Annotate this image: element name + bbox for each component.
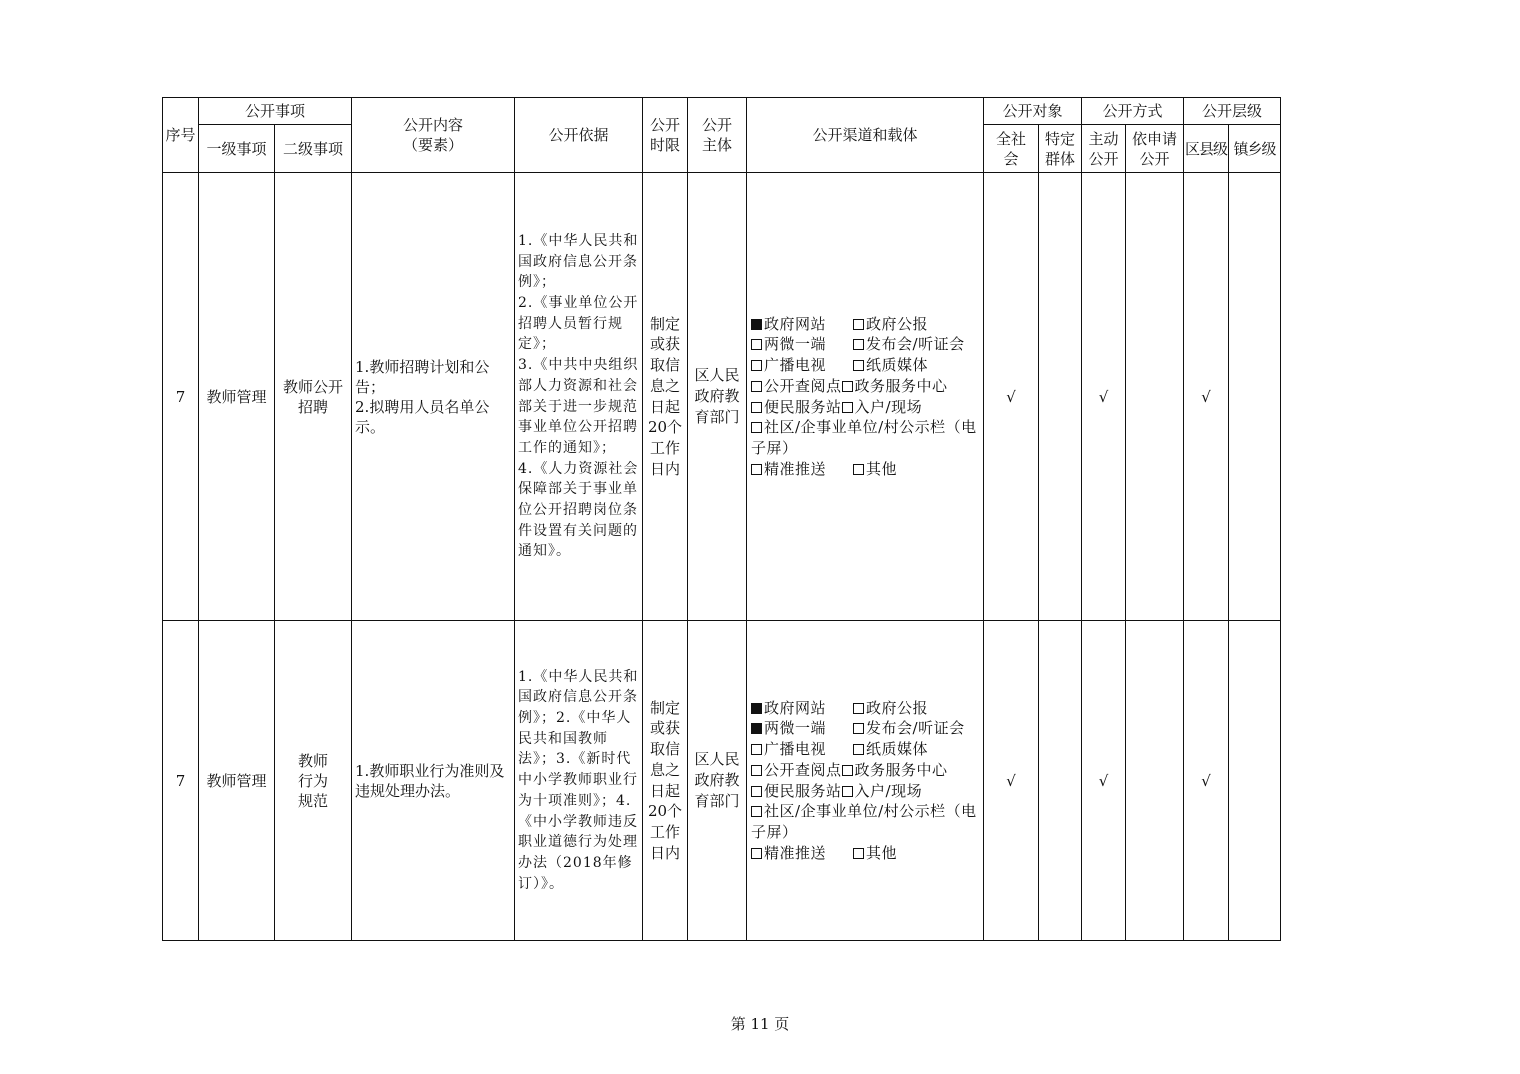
checkbox — [751, 848, 762, 859]
channel-item: 发布会/听证会 — [853, 719, 965, 737]
checkbox — [853, 703, 864, 714]
checkbox — [751, 703, 762, 714]
channel-line — [751, 355, 983, 376]
checkbox — [853, 723, 864, 734]
header-target-all: 全社 会 — [984, 125, 1039, 173]
channel-item: 精准推送 — [751, 843, 853, 864]
channel-line — [751, 417, 977, 458]
row-mode-request — [1126, 621, 1184, 941]
channel-line — [751, 314, 983, 335]
row-level-county: √ — [1184, 621, 1229, 941]
header-level-town: 镇乡级 — [1229, 125, 1281, 173]
channel-line — [751, 760, 983, 781]
checkbox — [842, 786, 853, 797]
channel-item: 两微一端 — [751, 334, 853, 355]
channel-item: 便民服务站 — [751, 782, 842, 800]
channel-line — [751, 739, 983, 760]
checkbox — [853, 744, 864, 755]
row-mode-request — [1126, 173, 1184, 621]
header-matter-group: 公开事项 — [199, 98, 352, 125]
header-target-group: 公开对象 — [984, 98, 1082, 125]
checkbox — [751, 360, 762, 371]
channel-line — [751, 334, 983, 355]
channel-item: 政务服务中心 — [842, 761, 948, 779]
checkbox — [751, 744, 762, 755]
header-level-group: 公开层级 — [1184, 98, 1281, 125]
checkbox — [751, 806, 762, 817]
row-level-town — [1229, 173, 1281, 621]
channel-item: 便民服务站 — [751, 398, 842, 416]
channel-line — [751, 781, 983, 802]
channel-item: 政务服务中心 — [842, 377, 948, 395]
checkbox — [751, 402, 762, 413]
channel-item: 政府网站 — [751, 314, 853, 335]
row-level-town — [1229, 621, 1281, 941]
header-row-1 — [163, 98, 1281, 125]
channel-line — [751, 459, 983, 480]
channel-item: 政府公报 — [853, 699, 928, 717]
channel-item: 发布会/听证会 — [853, 335, 965, 353]
checkbox — [853, 360, 864, 371]
row-target-all: √ — [984, 621, 1039, 941]
row-level1: 教师管理 — [199, 621, 275, 941]
row-target-specific — [1039, 173, 1082, 621]
checkbox — [751, 786, 762, 797]
checkbox — [853, 339, 864, 350]
channel-item: 两微一端 — [751, 718, 853, 739]
checkbox — [751, 765, 762, 776]
row-content: 1.教师职业行为准则及违规处理办法。 — [352, 621, 515, 941]
checkbox — [751, 339, 762, 350]
page-number: 第 11 页 — [730, 1015, 790, 1033]
channel-item: 精准推送 — [751, 459, 853, 480]
channel-item: 入户/现场 — [842, 782, 923, 800]
channel-item: 纸质媒体 — [853, 356, 928, 374]
channel-line — [751, 843, 983, 864]
header-seq: 序号 — [163, 98, 199, 173]
channel-line — [751, 397, 983, 418]
checkbox — [842, 765, 853, 776]
row-target-specific — [1039, 621, 1082, 941]
header-time-limit: 公开 时限 — [643, 98, 688, 173]
channel-item: 政府公报 — [853, 315, 928, 333]
row-channels — [747, 621, 984, 941]
row-level-county: √ — [1184, 173, 1229, 621]
header-mode-active: 主动 公开 — [1082, 125, 1126, 173]
header-level-county: 区县级 — [1184, 125, 1229, 173]
checkbox — [853, 848, 864, 859]
table-row — [163, 173, 1281, 621]
row-target-all: √ — [984, 173, 1039, 621]
row-level1: 教师管理 — [199, 173, 275, 621]
header-mode-group: 公开方式 — [1082, 98, 1184, 125]
channel-item: 广播电视 — [751, 739, 853, 760]
row-mode-active: √ — [1082, 173, 1126, 621]
channel-item: 广播电视 — [751, 355, 853, 376]
channel-item: 入户/现场 — [842, 398, 923, 416]
row-content: 1.教师招聘计划和公告； 2.拟聘用人员名单公示。 — [352, 173, 515, 621]
channel-item: 社区/企事业单位/村公示栏（电子屏） — [751, 418, 977, 457]
header-content: 公开内容 （要素） — [352, 98, 515, 173]
row-mode-active: √ — [1082, 621, 1126, 941]
row-time-limit: 制定 或获 取信 息之 日起 20个 工作 日内 — [643, 173, 688, 621]
channel-item: 公开查阅点 — [751, 377, 842, 395]
checkbox — [842, 402, 853, 413]
checkbox — [751, 381, 762, 392]
channel-line — [751, 801, 977, 842]
header-mode-request: 依申请 公开 — [1126, 125, 1184, 173]
header-target-specific: 特定 群体 — [1039, 125, 1082, 173]
header-basis: 公开依据 — [515, 98, 643, 173]
header-subject: 公开 主体 — [688, 98, 747, 173]
channel-line — [751, 376, 983, 397]
channel-item: 纸质媒体 — [853, 740, 928, 758]
row-subject: 区人民 政府教 育部门 — [688, 621, 747, 941]
channel-item: 政府网站 — [751, 698, 853, 719]
row-seq: 7 — [163, 621, 199, 941]
row-level2: 教师 行为 规范 — [275, 621, 352, 941]
row-basis: 1.《中华人民共和国政府信息公开条例》； 2.《事业单位公开招聘人员暂行规定》； 3.《中共中央组织部人力资源和社会部关于进一步规范事业单位公开招聘工作的通知》； 4.《人力资源社会保障部关于事业单位公开招聘岗位条件设置有关问题的通知》。 — [515, 173, 643, 621]
checkbox — [853, 464, 864, 475]
checkbox — [853, 319, 864, 330]
channel-item: 其他 — [853, 844, 897, 862]
row-subject: 区人民 政府教 育部门 — [688, 173, 747, 621]
channel-item: 公开查阅点 — [751, 761, 842, 779]
checkbox — [751, 723, 762, 734]
disclosure-table — [162, 97, 1281, 941]
checkbox — [842, 381, 853, 392]
row-time-limit: 制定 或获 取信 息之 日起 20个 工作 日内 — [643, 621, 688, 941]
checkbox — [751, 422, 762, 433]
header-level2: 二级事项 — [275, 125, 352, 173]
table-row — [163, 621, 1281, 941]
channel-line — [751, 718, 983, 739]
row-level2: 教师公开 招聘 — [275, 173, 352, 621]
row-seq: 7 — [163, 173, 199, 621]
checkbox — [751, 319, 762, 330]
row-basis: 1.《中华人民共和国政府信息公开条例》；2.《中华人民共和国教师法》；3.《新时代中小学教师职业行为十项准则》；4.《中小学教师违反职业道德行为处理办法（2018年修订）》。 — [515, 621, 643, 941]
channel-item: 其他 — [853, 460, 897, 478]
row-channels — [747, 173, 984, 621]
channel-item: 社区/企事业单位/村公示栏（电子屏） — [751, 802, 977, 841]
header-channel: 公开渠道和载体 — [747, 98, 984, 173]
checkbox — [751, 464, 762, 475]
header-level1: 一级事项 — [199, 125, 275, 173]
channel-line — [751, 698, 983, 719]
